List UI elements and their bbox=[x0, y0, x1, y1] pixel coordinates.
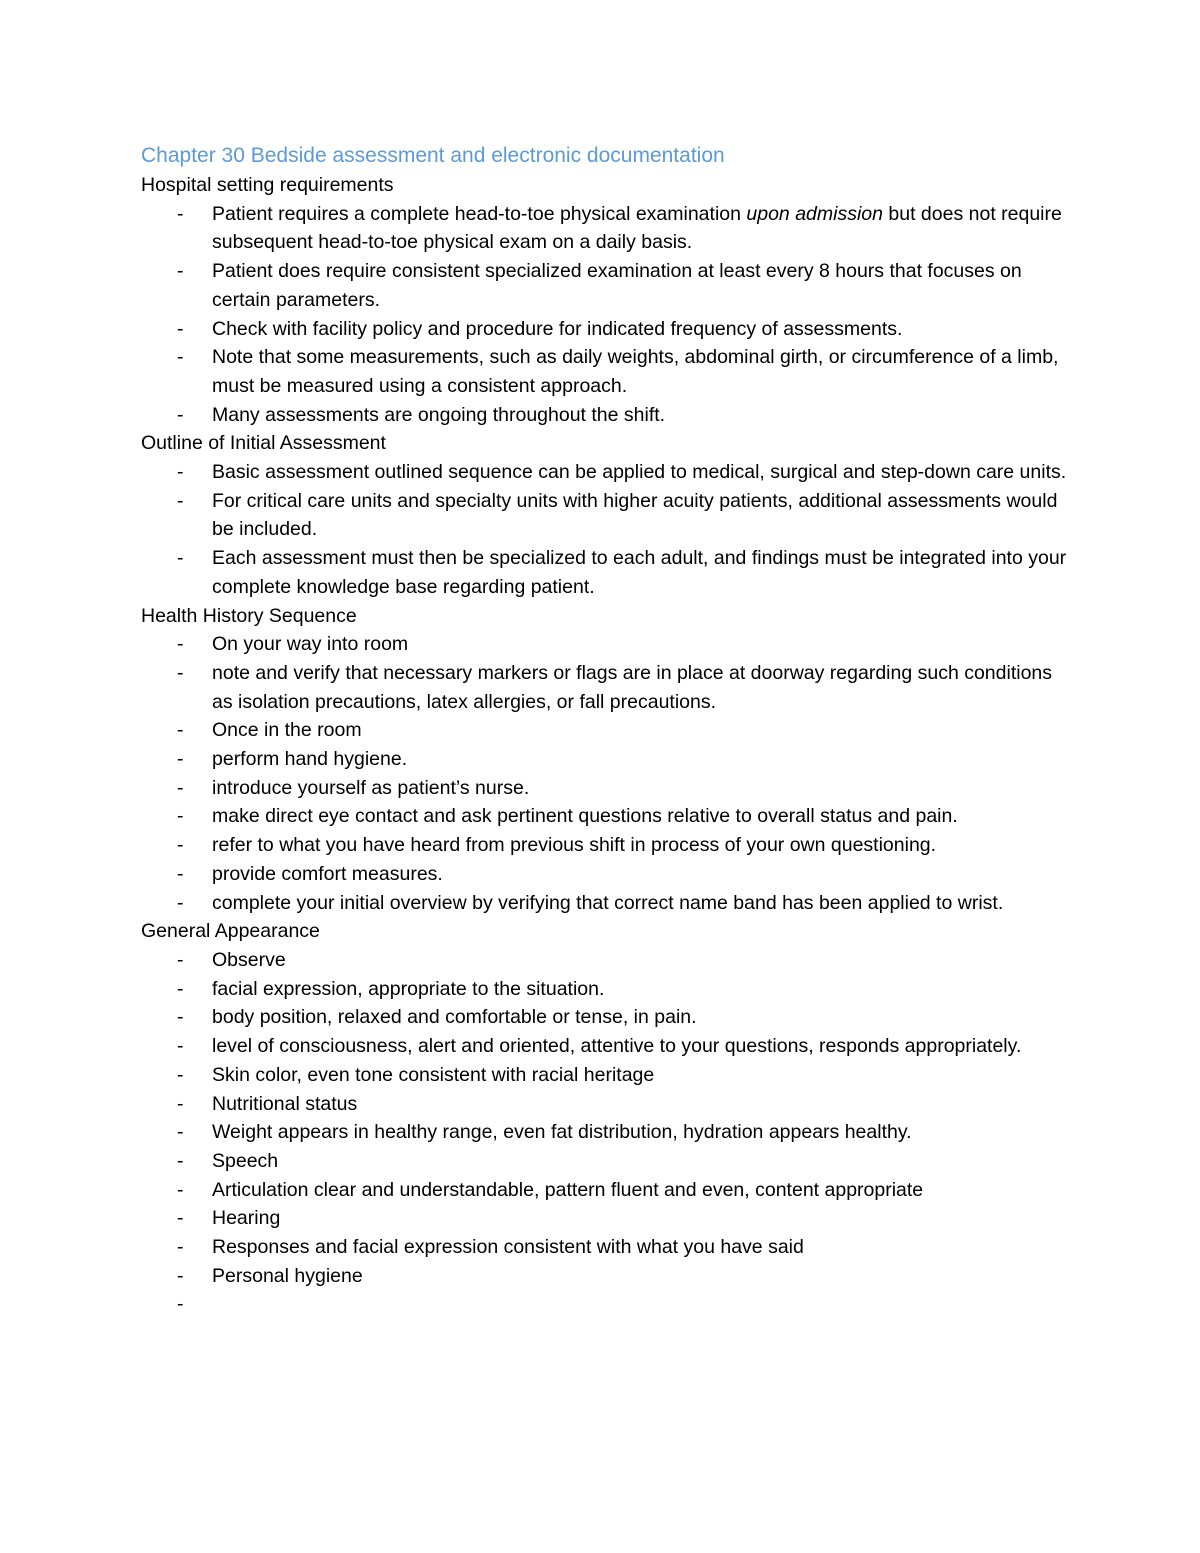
list-item-text: Personal hygiene bbox=[212, 1264, 363, 1287]
list-item-text: Many assessments are ongoing throughout the shift. bbox=[212, 403, 666, 426]
list-item-text: Speech bbox=[212, 1149, 279, 1172]
list-item bbox=[141, 487, 1071, 544]
list-item-text: Responses and facial expression consistent with what you have said bbox=[212, 1236, 804, 1259]
list-item-text: Patient does require consistent specialized examination at least every 8 hours that focuses on certain parameters. bbox=[212, 260, 1022, 311]
list-item bbox=[141, 257, 1071, 314]
list-item-text: complete your initial overview by verifying that correct name band has been applied to wrist. bbox=[212, 891, 1004, 914]
dash-bullet: - bbox=[177, 1092, 184, 1115]
sections-container bbox=[141, 171, 1071, 1316]
list-item bbox=[141, 458, 1071, 487]
dash-bullet: - bbox=[177, 862, 184, 885]
list-item bbox=[141, 401, 1071, 430]
section-heading: General Appearance bbox=[141, 920, 320, 943]
dash-bullet: - bbox=[177, 260, 184, 283]
list-item bbox=[141, 1032, 1071, 1061]
list-item-text: introduce yourself as patient’s nurse. bbox=[212, 776, 530, 799]
list-item-text: perform hand hygiene. bbox=[212, 748, 408, 771]
list-item bbox=[141, 630, 1071, 659]
dash-bullet: - bbox=[177, 202, 184, 225]
list-item-text: Skin color, even tone consistent with racial heritage bbox=[212, 1063, 655, 1086]
dash-bullet: - bbox=[177, 1121, 184, 1144]
section-heading: Outline of Initial Assessment bbox=[141, 432, 386, 455]
list-item bbox=[141, 1090, 1071, 1119]
list-item-text: refer to what you have heard from previous shift in process of your own questioning. bbox=[212, 834, 937, 857]
dash-bullet: - bbox=[177, 1236, 184, 1259]
bullet-list bbox=[141, 630, 1071, 917]
list-item-text: Observe bbox=[212, 948, 286, 971]
section-outline-of-initial-assessment bbox=[141, 429, 1071, 601]
dash-bullet: - bbox=[177, 547, 184, 570]
list-item bbox=[141, 831, 1071, 860]
list-item-text: facial expression, appropriate to the situation. bbox=[212, 977, 605, 1000]
dash-bullet: - bbox=[177, 977, 184, 1000]
dash-bullet: - bbox=[177, 633, 184, 656]
list-item-text: Weight appears in healthy range, even fat distribution, hydration appears healthy. bbox=[212, 1121, 912, 1144]
list-item bbox=[141, 1233, 1071, 1262]
dash-bullet: - bbox=[177, 891, 184, 914]
dash-bullet: - bbox=[177, 346, 184, 369]
list-item bbox=[141, 343, 1071, 400]
list-item bbox=[141, 1118, 1071, 1147]
list-item-text: level of consciousness, alert and oriented, attentive to your questions, responds appropriately. bbox=[212, 1035, 1022, 1058]
section-heading: Hospital setting requirements bbox=[141, 174, 394, 196]
list-item bbox=[141, 860, 1071, 889]
bullet-list bbox=[141, 458, 1071, 602]
list-item bbox=[141, 1061, 1071, 1090]
dash-bullet: - bbox=[177, 1293, 184, 1316]
list-item bbox=[141, 774, 1071, 803]
dash-bullet: - bbox=[177, 805, 184, 828]
section-heading: Health History Sequence bbox=[141, 604, 357, 627]
dash-bullet: - bbox=[177, 461, 184, 484]
list-item-text: Basic assessment outlined sequence can be applied to medical, surgical and step-down care units. bbox=[212, 461, 1067, 484]
list-item bbox=[141, 716, 1071, 745]
list-item-text: Note that some measurements, such as daily weights, abdominal girth, or circumference of a limb, must be measured using a consistent approach. bbox=[212, 346, 1059, 397]
list-item bbox=[141, 1176, 1071, 1205]
list-item-text-part: Patient requires a complete head-to-toe physical examination bbox=[212, 202, 747, 225]
list-item bbox=[141, 544, 1071, 601]
dash-bullet: - bbox=[177, 1178, 184, 1201]
dash-bullet: - bbox=[177, 489, 184, 512]
list-item-text: make direct eye contact and ask pertinent questions relative to overall status and pain. bbox=[212, 805, 958, 828]
list-item-text: Once in the room bbox=[212, 719, 362, 742]
list-item bbox=[141, 1003, 1071, 1032]
list-item-text: Nutritional status bbox=[212, 1092, 358, 1115]
dash-bullet: - bbox=[177, 317, 184, 340]
list-item-text-part: but does not require subsequent head-to-toe physical exam on a daily basis. bbox=[212, 202, 1062, 254]
document-body bbox=[141, 141, 1071, 1316]
bullet-list bbox=[141, 200, 1071, 430]
dash-bullet: - bbox=[177, 403, 184, 426]
list-item-text: note and verify that necessary markers or flags are in place at doorway regarding such conditions as isolation precautions, latex allergies, or fall precautions. bbox=[212, 661, 1053, 713]
list-item bbox=[141, 889, 1071, 918]
dash-bullet: - bbox=[177, 834, 184, 857]
list-item-text bbox=[212, 203, 1062, 254]
list-item-text: Articulation clear and understandable, pattern fluent and even, content appropriate bbox=[212, 1178, 924, 1201]
dash-bullet: - bbox=[177, 1207, 184, 1230]
list-item-text: provide comfort measures. bbox=[212, 862, 443, 885]
dash-bullet: - bbox=[177, 1264, 184, 1287]
list-item bbox=[141, 200, 1071, 257]
dash-bullet: - bbox=[177, 661, 184, 684]
section-health-history-sequence bbox=[141, 602, 1071, 918]
bullet-list bbox=[141, 946, 1071, 1316]
list-item-text: Hearing bbox=[212, 1207, 281, 1230]
list-item-text: For critical care units and specialty units with higher acuity patients, additional assessments would be included. bbox=[212, 489, 1058, 541]
section-hospital-setting-requirements bbox=[141, 171, 1071, 429]
dash-bullet: - bbox=[177, 776, 184, 799]
dash-bullet: - bbox=[177, 1063, 184, 1086]
list-item bbox=[141, 1262, 1071, 1291]
dash-bullet: - bbox=[177, 719, 184, 742]
list-item-text: body position, relaxed and comfortable or tense, in pain. bbox=[212, 1006, 697, 1029]
dash-bullet: - bbox=[177, 1035, 184, 1058]
list-item bbox=[141, 975, 1071, 1004]
list-item-text: Each assessment must then be specialized to each adult, and findings must be integrated into your complete knowledge base regarding patient. bbox=[212, 547, 1067, 598]
list-item bbox=[141, 315, 1071, 344]
list-item bbox=[141, 659, 1071, 716]
list-item-text: Check with facility policy and procedure for indicated frequency of assessments. bbox=[212, 317, 903, 340]
dash-bullet: - bbox=[177, 1149, 184, 1172]
list-item bbox=[141, 946, 1071, 975]
section-general-appearance bbox=[141, 917, 1071, 1316]
list-item bbox=[141, 745, 1071, 774]
list-item bbox=[141, 1204, 1071, 1233]
list-item-text: On your way into room bbox=[212, 633, 409, 656]
list-item bbox=[141, 1147, 1071, 1176]
dash-bullet: - bbox=[177, 748, 184, 771]
dash-bullet: - bbox=[177, 948, 184, 971]
dash-bullet: - bbox=[177, 1006, 184, 1029]
list-item bbox=[141, 802, 1071, 831]
emphasized-text: upon admission bbox=[746, 202, 883, 225]
page-title: Chapter 30 Bedside assessment and electronic documentation bbox=[141, 144, 725, 167]
